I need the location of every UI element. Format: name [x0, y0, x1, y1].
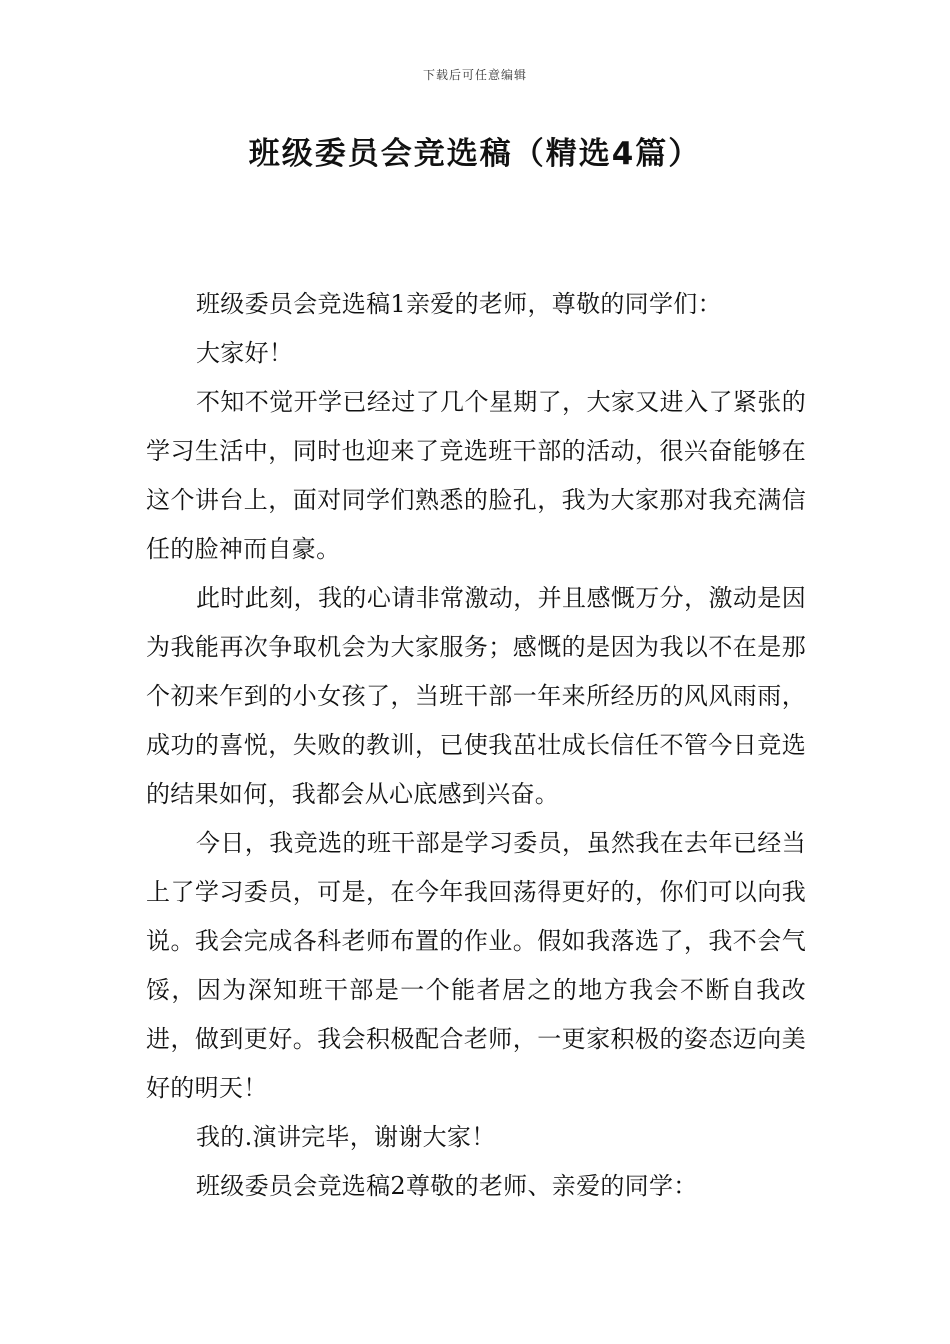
paragraph: 我的.演讲完毕，谢谢大家！ [196, 1123, 496, 1151]
document-title: 班级委员会竞选稿（精选4篇） [248, 136, 702, 172]
paragraph: 此时此刻，我的心请非常激动，并且感慨万分，激动是因为我能再次争取机会为大家服务；感慨的是因为我以不在是那个初来乍到的小女孩了，当班干部一年来所经历的风风雨雨，成功的喜悦，失败的教训，已使我茁壮成长信任不管今日竞选的结果如何，我都会从心底感到兴奋。 [146, 584, 806, 808]
paragraph: 大家好！ [196, 339, 294, 367]
paragraph: 不知不觉开学已经过了几个星期了，大家又进入了紧张的学习生活中，同时也迎来了竞选班干部的活动，很兴奋能够在这个讲台上，面对同学们熟悉的脸孔，我为大家那对我充满信任的脸神而自豪。 [146, 388, 806, 563]
paragraph: 今日，我竞选的班干部是学习委员，虽然我在去年已经当上了学习委员，可是，在今年我回荡得更好的，你们可以向我说。我会完成各科老师布置的作业。假如我落选了，我不会气馁，因为深知班干部是一个能者居之的地方我会不断自我改进，做到更好。我会积极配合老师，一更家积极的姿态迈向美好的明天！ [146, 829, 806, 1102]
header-note: 下载后可任意编辑 [422, 68, 527, 82]
paragraph: 班级委员会竞选稿2尊敬的老师、亲爱的同学： [196, 1172, 698, 1200]
document-body [146, 280, 806, 1211]
paragraph: 班级委员会竞选稿1亲爱的老师，尊敬的同学们： [196, 290, 722, 318]
